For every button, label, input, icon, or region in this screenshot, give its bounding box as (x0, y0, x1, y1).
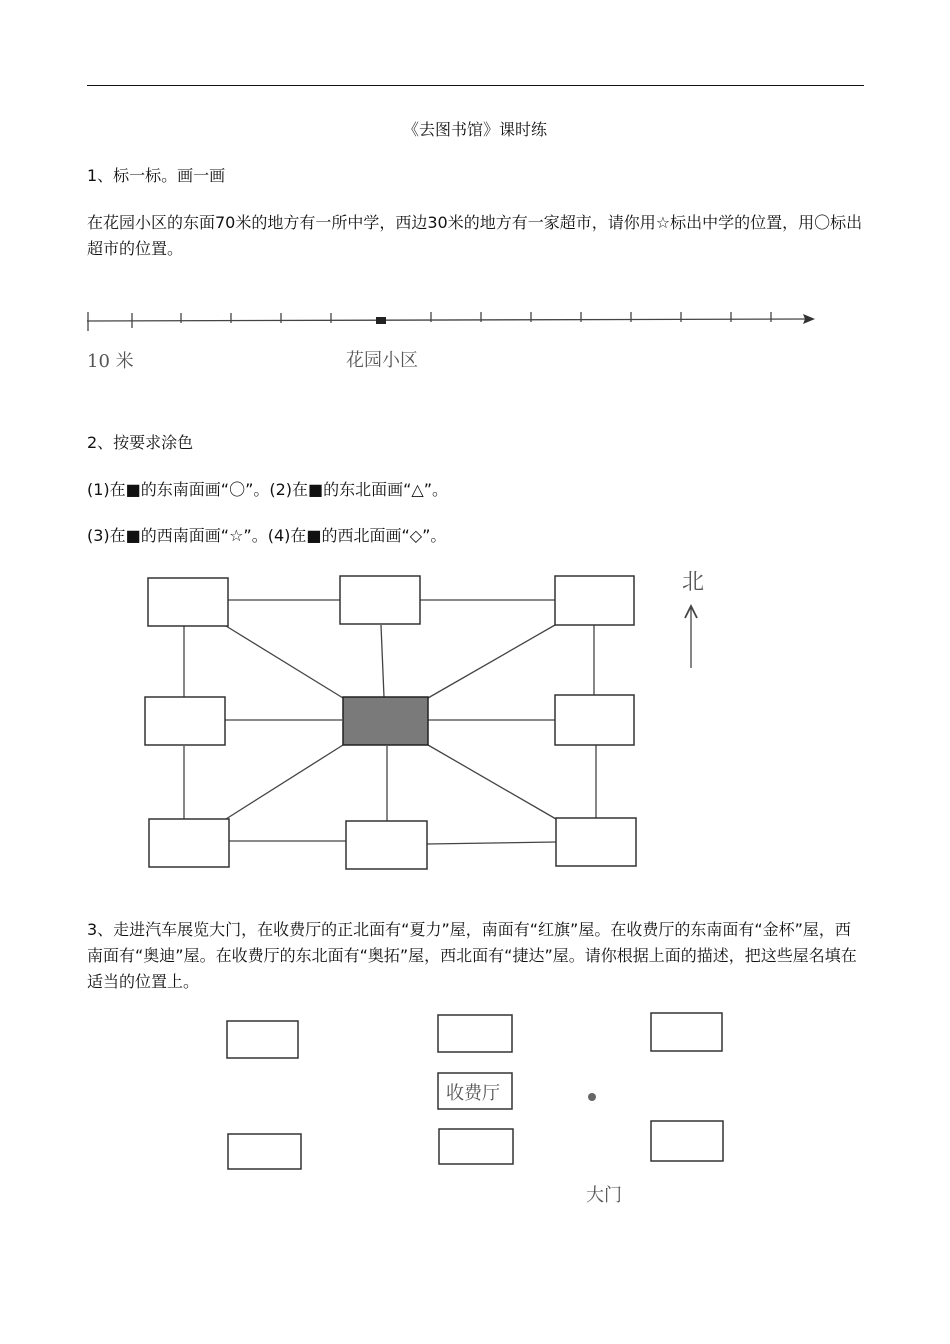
center-shaded-box (343, 697, 428, 745)
q2-line2: (3)在■的西南面画“☆”。(4)在■的西北面画“◇”。 (87, 526, 447, 545)
grid-box-nw[interactable] (148, 578, 228, 626)
house-box-nw[interactable] (227, 1021, 298, 1058)
house-box-se[interactable] (651, 1121, 723, 1161)
grid-box-se[interactable] (556, 818, 636, 866)
origin-label: 花园小区 (346, 350, 418, 371)
gate-label: 大门 (586, 1185, 622, 1206)
grid-box-ne[interactable] (555, 576, 634, 625)
north-arrow-icon (685, 606, 697, 668)
garden-community-marker (376, 317, 386, 324)
grid-box-sw[interactable] (149, 819, 229, 867)
q2-heading: 2、按要求涂色 (87, 433, 194, 452)
page-title: 《去图书馆》课时练 (402, 120, 547, 139)
north-label: 北 (682, 570, 705, 595)
q1-heading: 1、标一标。画一画 (87, 166, 226, 185)
grid-box-s[interactable] (346, 821, 427, 869)
house-box-n[interactable] (438, 1015, 512, 1052)
scale-label: 10 米 (87, 351, 134, 372)
direction-grid-diagram (0, 570, 950, 870)
number-line (0, 300, 950, 390)
house-box-s[interactable] (439, 1129, 513, 1164)
car-exhibition-map (0, 1005, 950, 1225)
top-rule (87, 85, 864, 86)
house-box-sw[interactable] (228, 1134, 301, 1169)
grid-box-n[interactable] (340, 576, 420, 624)
q2-line1: (1)在■的东南面画“〇”。(2)在■的东北面画“△”。 (87, 480, 449, 499)
grid-box-e[interactable] (555, 695, 634, 745)
number-line-axis (87, 312, 815, 331)
grid-box-w[interactable] (145, 697, 225, 745)
q1-text: 在花园小区的东面70米的地方有一所中学，西边30米的地方有一家超市，请你用☆标出中学的位置，用〇标出超市的位置。 (87, 213, 863, 258)
gate-dot (588, 1093, 596, 1101)
house-box-ne[interactable] (651, 1013, 722, 1051)
q3-text: 3、走进汽车展览大门，在收费厅的正北面有“夏力”屋，南面有“红旗”屋。在收费厅的东南面有“金杯”屋，西南面有“奥迪”屋。在收费厅的东北面有“奥拓”屋，西北面有“捷达”屋。请你根据上面的描述，把这些屋名填在适当的位置上。 (87, 920, 857, 991)
toll-hall-label: 收费厅 (446, 1083, 500, 1104)
